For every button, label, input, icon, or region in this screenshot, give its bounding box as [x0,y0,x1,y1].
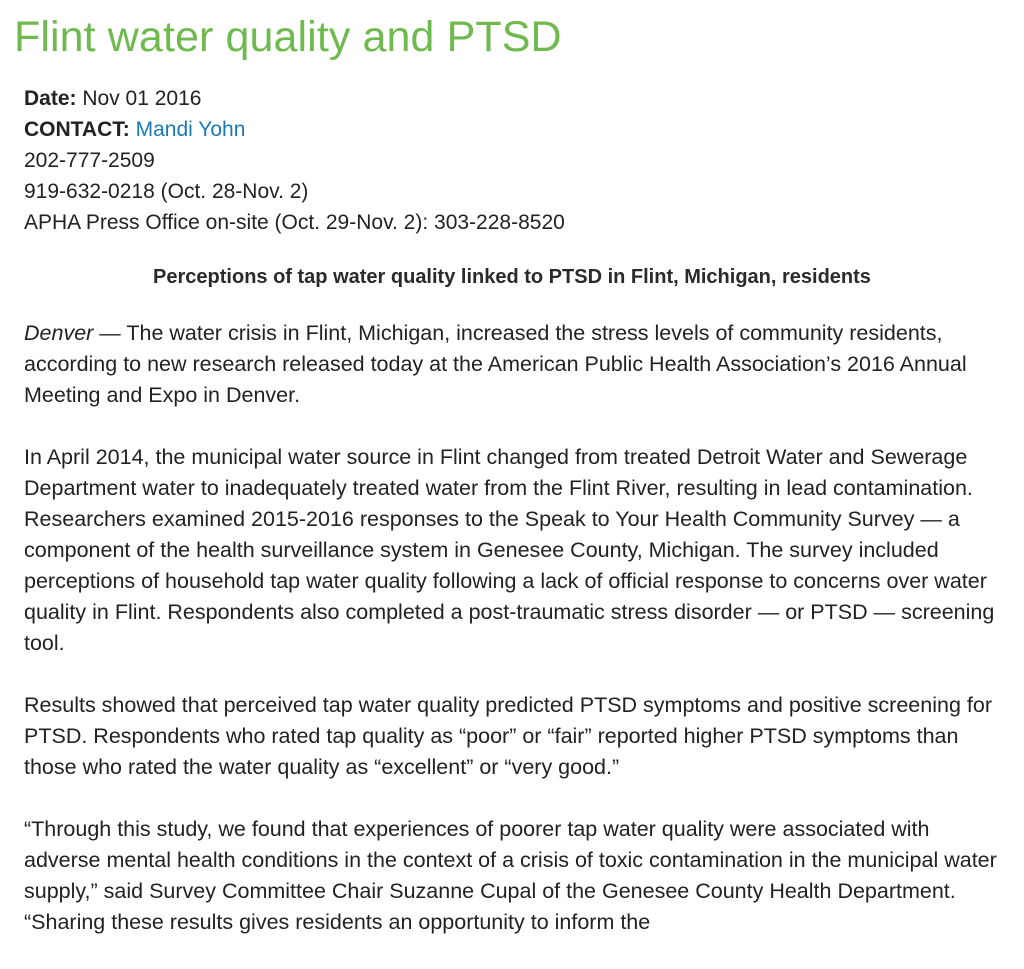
article-body [24,318,1009,969]
phone-primary: 202-777-2509 [24,149,155,172]
contact-line [24,114,565,145]
release-meta [24,83,565,238]
press-office-line: APHA Press Office on-site (Oct. 29-Nov. 2): 303-228-8520 [24,211,565,234]
date-label: Date: [24,87,77,110]
paragraph-intro [24,318,1009,411]
date-value: Nov 01 2016 [82,87,202,110]
paragraph-quote: “Through this study, we found that experiences of poorer tap water quality were associated with adverse mental health conditions in the context of a crisis of toxic contamination in the municipal water supply,” said Survey Committee Chair Suzanne Cupal of the Genesee County Health Department. “Sharing these results gives residents an opportunity to inform the [24,817,997,934]
phone-secondary: 919-632-0218 (Oct. 28-Nov. 2) [24,180,309,203]
contact-label: CONTACT: [24,118,130,141]
contact-name-link[interactable]: Mandi Yohn [135,118,246,141]
paragraph-results: Results showed that perceived tap water quality predicted PTSD symptoms and positive screening for PTSD. Respondents who rated tap quality as “poor” or “fair” reported higher PTSD symptoms than those who rated the water quality as “excellent” or “very good.” [24,693,992,779]
date-line [24,83,565,114]
article-subheadline: Perceptions of tap water quality linked to PTSD in Flint, Michigan, residents [153,266,871,288]
dateline: Denver [24,321,94,345]
page-title: Flint water quality and PTSD [14,13,562,61]
paragraph-background: In April 2014, the municipal water source in Flint changed from treated Detroit Water and Sewerage Department water to inadequately treated water from the Flint River, resulting in lead contamination. Researchers examined 2015-2016 responses to the Speak to Your Health Community Survey — a component of the health surveillance system in Genesee County, Michigan. The survey included perceptions of household tap water quality following a lack of official response to concerns over water quality in Flint. Respondents also completed a post-traumatic stress disorder — or PTSD — screening tool. [24,445,995,655]
intro-text: — The water crisis in Flint, Michigan, increased the stress levels of community residents, according to new research released today at the American Public Health Association’s 2016 Annual Meeting and Expo in Denver. [24,321,967,407]
